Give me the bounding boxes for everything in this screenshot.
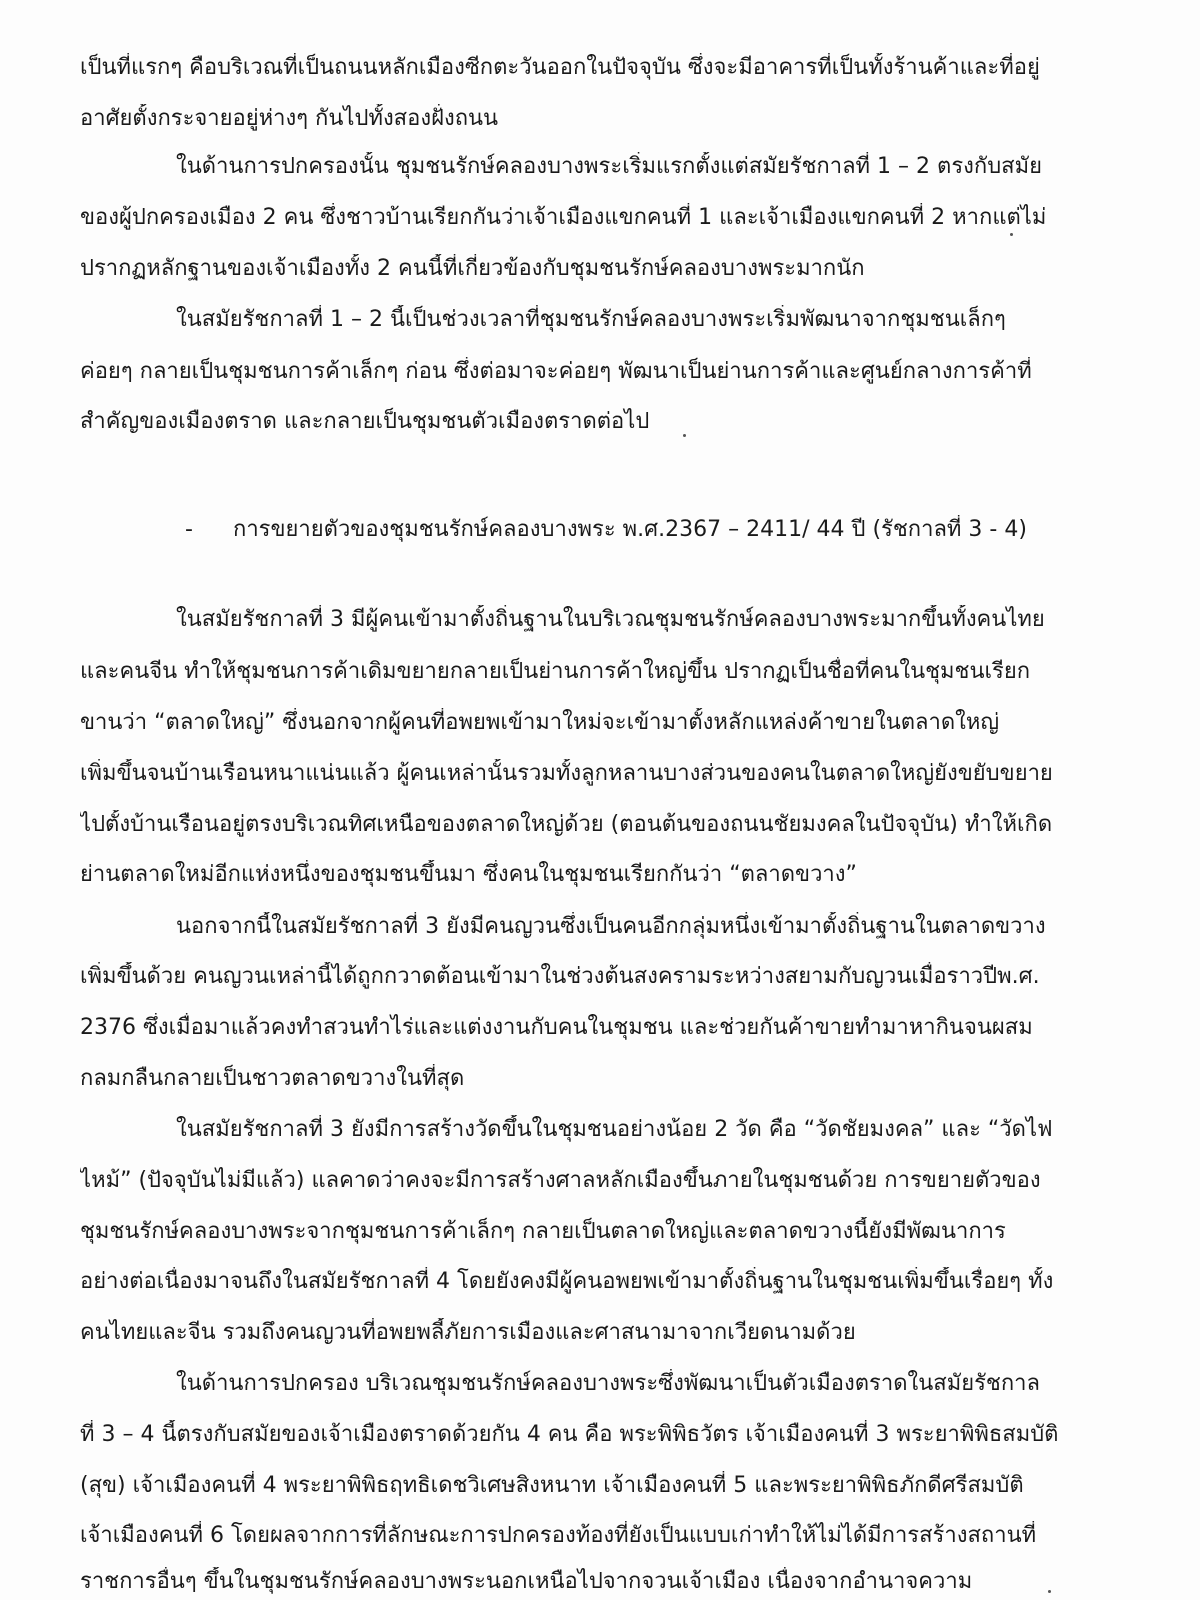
paragraph-line: เจ้าเมืองคนที่ 6 โดยผลจากการที่ลักษณะการปกครองท้องที่ยังเป็นแบบเก่าทำให้ไม่ได้มีการสร้างสถานที่ [80,1523,1037,1548]
paragraph-line: อย่างต่อเนื่องมาจนถึงในสมัยรัชกาลที่ 4 โดยยังคงมีผู้คนอพยพเข้ามาตั้งถิ่นฐานในชุมชนเพิ่มขึ้นเรื่อยๆ ทั้ง [80,1269,1054,1294]
section-heading: การขยายตัวของชุมชนรักษ์คลองบางพระ พ.ศ.2367 – 2411/ 44 ปี (รัชกาลที่ 3 - 4) [233,517,1027,542]
paragraph-line: เป็นที่แรกๆ คือบริเวณที่เป็นถนนหลักเมืองซีกตะวันออกในปัจจุบัน ซึ่งจะมีอาคารที่เป็นทั้งร้านค้าและที่อยู่ [80,55,1040,80]
paragraph-line: ขานว่า “ตลาดใหญ่” ซึ่งนอกจากผู้คนที่อพยพเข้ามาใหม่จะเข้ามาตั้งหลักแหล่งค้าขายในตลาดใหญ่ [80,710,1000,735]
paragraph-line: ในสมัยรัชกาลที่ 3 ยังมีการสร้างวัดขึ้นในชุมชนอย่างน้อย 2 วัด คือ “วัดชัยมงคล” และ “วัดไฟ [176,1117,1053,1142]
paragraph-line: คนไทยและจีน รวมถึงคนญวนที่อพยพลี้ภัยการเมืองและศาสนามาจากเวียดนามด้วย [80,1320,856,1345]
paragraph-line: และคนจีน ทำให้ชุมชนการค้าเดิมขยายกลายเป็นย่านการค้าใหญ่ขึ้น ปรากฏเป็นชื่อที่คนในชุมชนเรียก [80,659,1031,684]
paragraph-line: ในสมัยรัชกาลที่ 1 – 2 นี้เป็นช่วงเวลาที่ชุมชนรักษ์คลองบางพระเริ่มพัฒนาจากชุมชนเล็กๆ [176,307,1006,332]
paragraph-line: ชุมชนรักษ์คลองบางพระจากชุมชนการค้าเล็กๆ กลายเป็นตลาดใหญ่และตลาดขวางนี้ยังมีพัฒนาการ [80,1219,1006,1244]
paragraph-line: ราชการอื่นๆ ขึ้นในชุมชนรักษ์คลองบางพระนอกเหนือไปจากจวนเจ้าเมือง เนื่องจากอำนาจความ [80,1569,973,1594]
paragraph-line: ในด้านการปกครอง บริเวณชุมชนรักษ์คลองบางพระซึ่งพัฒนาเป็นตัวเมืองตราดในสมัยรัชกาล [176,1371,1041,1396]
paragraph-line: 2376 ซึ่งเมื่อมาแล้วคงทำสวนทำไร่และแต่งงานกับคนในชุมชน และช่วยกันค้าขายทำมาหากินจนผสม [80,1015,1033,1040]
paragraph-line: อาศัยตั้งกระจายอยู่ห่างๆ กันไปทั้งสองฝั่งถนน [80,106,499,131]
paragraph-line: เพิ่มขึ้นจนบ้านเรือนหนาแน่นแล้ว ผู้คนเหล่านั้นรวมทั้งลูกหลานบางส่วนของคนในตลาดใหญ่ยังขยับขยาย [80,761,1053,786]
paragraph-line: นอกจากนี้ในสมัยรัชกาลที่ 3 ยังมีคนญวนซึ่งเป็นคนอีกกลุ่มหนึ่งเข้ามาตั้งถิ่นฐานในตลาดขวาง [176,914,1046,939]
paragraph-line: ในด้านการปกครองนั้น ชุมชนรักษ์คลองบางพระเริ่มแรกตั้งแต่สมัยรัชกาลที่ 1 – 2 ตรงกับสมัย [176,154,1042,179]
paragraph-line: ไหม้” (ปัจจุบันไม่มีแล้ว) แลคาดว่าคงจะมีการสร้างศาลหลักเมืองขึ้นภายในชุมชนด้วย การขยายตัวของ [80,1168,1041,1193]
paragraph-line: ค่อยๆ กลายเป็นชุมชนการค้าเล็กๆ ก่อน ซึ่งต่อมาจะค่อยๆ พัฒนาเป็นย่านการค้าและศูนย์กลางการค้าที่ [80,359,1032,384]
paragraph-line: กลมกลืนกลายเป็นชาวตลาดขวางในที่สุด [80,1066,465,1091]
scan-speck [1010,233,1013,236]
scan-speck [1048,1590,1051,1593]
paragraph-line: ที่ 3 – 4 นี้ตรงกับสมัยของเจ้าเมืองตราดด้วยกัน 4 คน คือ พระพิพิธวัตร เจ้าเมืองคนที่ 3 พระยาพิพิธสมบัติ [80,1422,1059,1447]
paragraph-line: ปรากฏหลักฐานของเจ้าเมืองทั้ง 2 คนนี้ที่เกี่ยวข้องกับชุมชนรักษ์คลองบางพระมากนัก [80,256,865,281]
paragraph-line: (สุข) เจ้าเมืองคนที่ 4 พระยาพิพิธฤทธิเดชวิเศษสิงหนาท เจ้าเมืองคนที่ 5 และพระยาพิพิธภักดีศรีสมบัติ [80,1473,1024,1498]
paragraph-line: ไปตั้งบ้านเรือนอยู่ตรงบริเวณทิศเหนือของตลาดใหญ่ด้วย (ตอนต้นของถนนชัยมงคลในปัจจุบัน) ทำให้เกิด [80,812,1053,837]
scan-speck [683,434,686,437]
paragraph-line: ในสมัยรัชกาลที่ 3 มีผู้คนเข้ามาตั้งถิ่นฐานในบริเวณชุมชนรักษ์คลองบางพระมากขึ้นทั้งคนไทย [176,607,1045,632]
heading-bullet: - [185,517,193,542]
paragraph-line: เพิ่มขึ้นด้วย คนญวนเหล่านี้ได้ถูกกวาดต้อนเข้ามาในช่วงต้นสงครามระหว่างสยามกับญวนเมื่อราวปีพ.ศ. [80,964,1040,989]
paragraph-line: ย่านตลาดใหม่อีกแห่งหนึ่งของชุมชนขึ้นมา ซึ่งคนในชุมชนเรียกกันว่า “ตลาดขวาง” [80,862,857,887]
paragraph-line: สำคัญของเมืองตราด และกลายเป็นชุมชนตัวเมืองตราดต่อไป [80,409,650,434]
paragraph-line: ของผู้ปกครองเมือง 2 คน ซึ่งชาวบ้านเรียกกันว่าเจ้าเมืองแขกคนที่ 1 และเจ้าเมืองแขกคนที่ 2 หากแต่ไม่ [80,205,1047,230]
